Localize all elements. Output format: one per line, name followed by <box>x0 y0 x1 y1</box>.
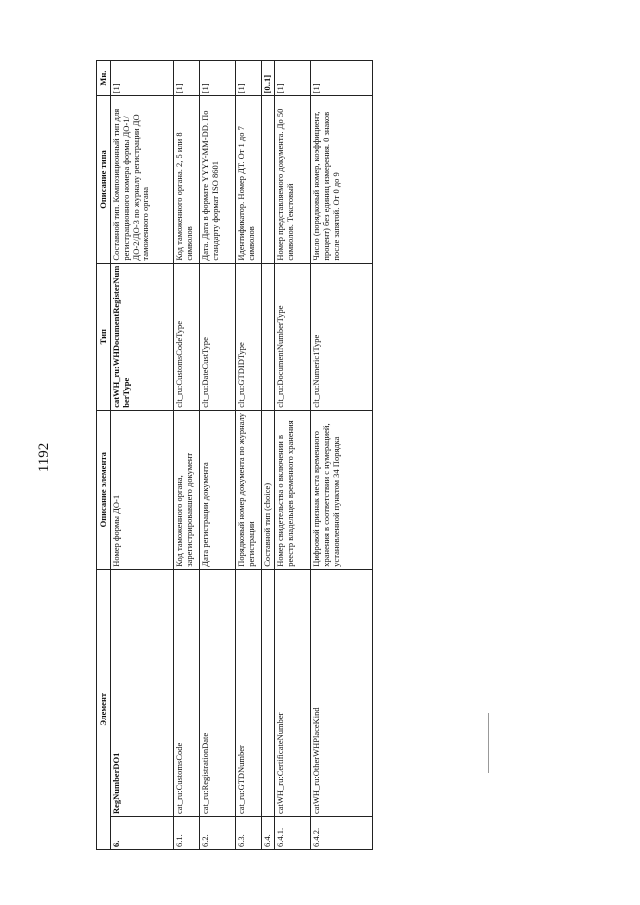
row-type-desc: Дата. Дата в формате YYYY-MM-DD. По стандарту формат ISO 8601 <box>200 96 236 263</box>
row-type: clt_ru:DocumentNumberType <box>275 263 311 410</box>
row-type-desc: Идентификатор. Номер ДТ. От 1 до 7 символов <box>236 96 262 263</box>
table-row <box>200 61 236 850</box>
table-row <box>262 61 275 850</box>
row-type-desc: Номер представляемого документа. До 50 символов. Текстовый <box>275 96 311 263</box>
row-element: cat_ru:GTDNumber <box>236 569 262 816</box>
row-mult: [0..1] <box>262 61 275 96</box>
row-element: cat_ru:RegistrationDate <box>200 569 236 816</box>
row-type: clt_ru:CustomsCodeType <box>174 263 200 410</box>
row-type: catWH_ru:WHDocumentRegisterNumberType <box>111 263 174 410</box>
row-element-desc: Цифровой признак места временного хранения в соответствии с нумерацией, установленной пунктом 34 Порядка <box>311 410 373 569</box>
rotated-table-wrapper <box>96 60 341 850</box>
table-row <box>275 61 311 850</box>
row-number: 6.1. <box>174 817 200 850</box>
header-type-desc: Описание типа <box>97 96 111 263</box>
row-element: cat_ru:CustomsCode <box>174 569 200 816</box>
table-row <box>111 61 174 850</box>
table-row <box>174 61 200 850</box>
row-number: 6.4. <box>262 817 275 850</box>
row-number: 6.2. <box>200 817 236 850</box>
table-header-row <box>97 61 111 850</box>
row-mult: [1] <box>174 61 200 96</box>
row-element: RegNumberDO1 <box>111 569 174 816</box>
row-mult: [1] <box>275 61 311 96</box>
scan-artifact-line <box>488 713 489 773</box>
row-type-desc: Число (порядковый номер, коэффициент, процент) без единиц измерения. 0 знаков после запятой. От 0 до 9 <box>311 96 373 263</box>
row-mult: [1] <box>311 61 373 96</box>
row-type-desc <box>262 96 275 263</box>
row-element-desc: Дата регистрации документа <box>200 410 236 569</box>
row-element-desc: Номер формы ДО-1 <box>111 410 174 569</box>
row-element-desc: Номер свидетельства о включении в реестр владельцев временного хранения <box>275 410 311 569</box>
row-element <box>262 569 275 816</box>
row-element-desc: Порядковый номер документа по журналу регистрации <box>236 410 262 569</box>
row-type: clt_ru:GTDIDType <box>236 263 262 410</box>
row-type-desc: Код таможенного органа. 2, 5 или 8 символов <box>174 96 200 263</box>
header-type: Тип <box>97 263 111 410</box>
row-number: 6. <box>111 817 174 850</box>
row-type <box>262 263 275 410</box>
row-mult: [1] <box>200 61 236 96</box>
header-mult: Мн. <box>97 61 111 96</box>
row-number: 6.4.2. <box>311 817 373 850</box>
page-number: 1192 <box>36 442 53 473</box>
row-mult: [1] <box>111 61 174 96</box>
header-element: Элемент <box>97 569 111 849</box>
row-type: clt_ru:DateCustType <box>200 263 236 410</box>
row-number: 6.4.1. <box>275 817 311 850</box>
element-table <box>96 60 373 850</box>
row-element: catWH_ru:CertificateNumber <box>275 569 311 816</box>
table-row <box>311 61 373 850</box>
table-row <box>236 61 262 850</box>
row-number: 6.3. <box>236 817 262 850</box>
row-type-desc: Составной тип. Композиционный тип для регистрационного номера формы ДО-1/ДО-2/ДО-3 по журналу регистрации ДО таможенного органа <box>111 96 174 263</box>
row-type: clt_ru:Numeric1Type <box>311 263 373 410</box>
row-element: catWH_ru:OtherWHPlaceKind <box>311 569 373 816</box>
row-element-desc: Составной тип (choice) <box>262 410 275 569</box>
row-element-desc: Код таможенного органа, зарегистрировавшего документ <box>174 410 200 569</box>
header-element-desc: Описание элемента <box>97 410 111 569</box>
row-mult: [1] <box>236 61 262 96</box>
